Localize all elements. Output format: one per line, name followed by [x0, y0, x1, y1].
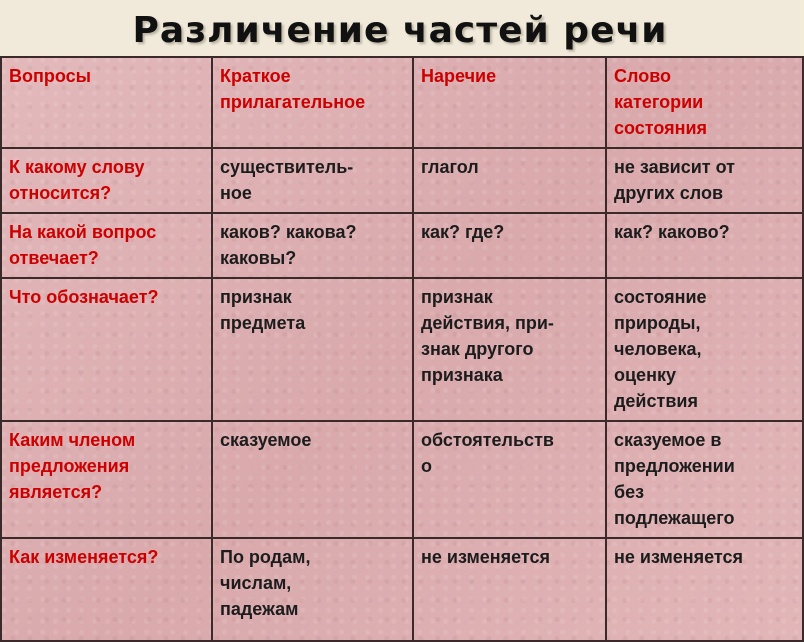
table-cell: сказуемое в предложении без подлежащего [606, 421, 803, 538]
table-cell: как? где? [413, 213, 606, 278]
table-cell: существитель- ное [212, 148, 413, 213]
table-cell: обстоятельств о [413, 421, 606, 538]
slide-title: Различение частей речи [132, 10, 668, 51]
table-row [1, 421, 803, 538]
table-cell: состояние природы, человека, оценку действия [606, 278, 803, 421]
comparison-table [0, 56, 804, 642]
row-question: Как изменяется? [1, 538, 212, 641]
table-cell: глагол [413, 148, 606, 213]
header-short-adjective: Краткое прилагательное [212, 57, 413, 148]
table-row [1, 538, 803, 641]
table-cell: не изменяется [606, 538, 803, 641]
header-questions: Вопросы [1, 57, 212, 148]
row-question: На какой вопрос отвечает? [1, 213, 212, 278]
table-row [1, 148, 803, 213]
table-row [1, 278, 803, 421]
table-cell: По родам, числам, падежам [212, 538, 413, 641]
table-cell: не изменяется [413, 538, 606, 641]
header-adverb: Наречие [413, 57, 606, 148]
header-state-category-word: Слово категории состояния [606, 57, 803, 148]
table-cell: сказуемое [212, 421, 413, 538]
row-question: Каким членом предложения является? [1, 421, 212, 538]
table-header-row [1, 57, 803, 148]
row-question: К какому слову относится? [1, 148, 212, 213]
table-cell: каков? какова? каковы? [212, 213, 413, 278]
row-question: Что обозначает? [1, 278, 212, 421]
table-cell: признак действия, при- знак другого признака [413, 278, 606, 421]
table-cell: не зависит от других слов [606, 148, 803, 213]
table-cell: как? каково? [606, 213, 803, 278]
table-row [1, 213, 803, 278]
table-cell: признак предмета [212, 278, 413, 421]
